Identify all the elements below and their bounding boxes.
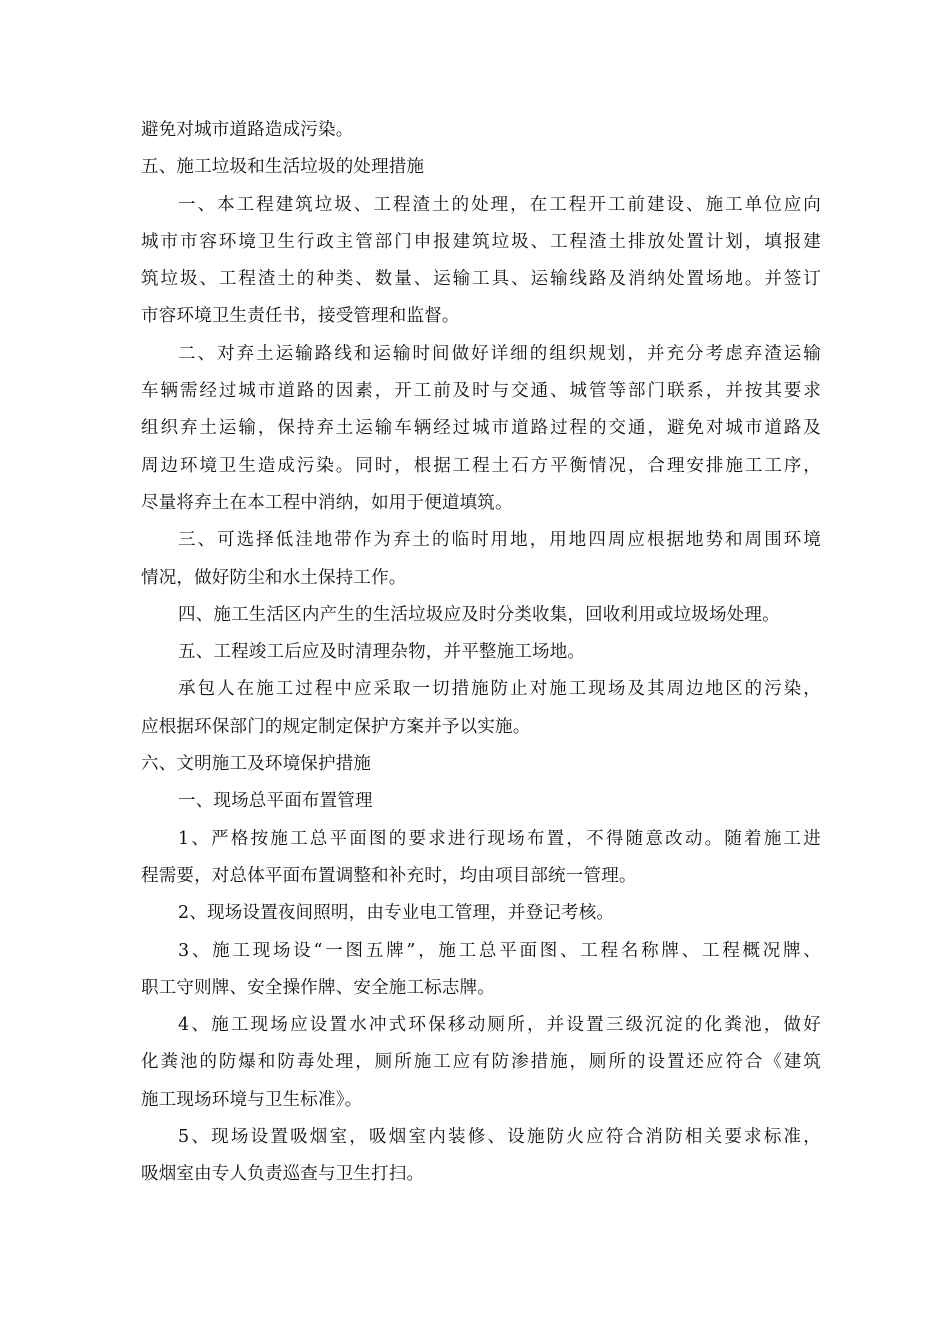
text-line-27: 施工现场环境与卫生标准》。: [141, 1089, 363, 1110]
subsection-heading-1: 一、现场总平面布置管理: [178, 791, 373, 812]
text-line-12: 三、可选择低洼地带作为弃土的临时用地，用地四周应根据地势和周围环境: [178, 530, 821, 551]
text-line-14: 四、施工生活区内产生的生活垃圾应及时分类收集，回收利用或垃圾场处理。: [178, 604, 780, 625]
section-heading-5: 五、施工垃圾和生活垃圾的处理措施: [141, 157, 425, 178]
text-line-11: 尽量将弃土在本工程中消纳，如用于便道填筑。: [141, 492, 513, 513]
text-line-15: 五、工程竣工后应及时清理杂物，并平整施工场地。: [178, 642, 586, 663]
text-line-17: 应根据环保部门的规定制定保护方案并予以实施。: [141, 716, 531, 737]
text-line-20: 1、严格按施工总平面图的要求进行现场布置，不得随意改动。随着施工进: [178, 828, 821, 849]
text-line-8: 车辆需经过城市道路的因素，开工前及时与交通、城管等部门联系，并按其要求: [141, 381, 821, 402]
section-heading-6: 六、文明施工及环境保护措施: [141, 754, 372, 775]
text-line-5: 筑垃圾、工程渣土的种类、数量、运输工具、运输线路及消纳处置场地。并签订: [141, 269, 821, 290]
text-line-9: 组织弃土运输，保持弃土运输车辆经过城市道路过程的交通，避免对城市道路及: [141, 418, 821, 439]
text-line-23: 3、施工现场设“一图五牌”，施工总平面图、工程名称牌、工程概况牌、: [178, 940, 821, 961]
text-line-7: 二、对弃土运输路线和运输时间做好详细的组织规划，并充分考虑弃渣运输: [178, 343, 821, 364]
text-line-3: 一、本工程建筑垃圾、工程渣土的处理，在工程开工前建设、施工单位应向: [178, 194, 821, 215]
text-line-29: 吸烟室由专人负责巡查与卫生打扫。: [141, 1164, 425, 1185]
text-line-24: 职工守则牌、安全操作牌、安全施工标志牌。: [141, 977, 495, 998]
text-line-25: 4、施工现场应设置水冲式环保移动厕所，并设置三级沉淀的化粪池，做好: [178, 1015, 821, 1036]
text-line-4: 城市市容环境卫生行政主管部门申报建筑垃圾、工程渣土排放处置计划，填报建: [141, 231, 821, 252]
text-line-28: 5、现场设置吸烟室，吸烟室内装修、设施防火应符合消防相关要求标准，: [178, 1127, 821, 1148]
text-line-10: 周边环境卫生造成污染。同时，根据工程土石方平衡情况，合理安排施工工序，: [141, 455, 821, 476]
text-line-13: 情况，做好防尘和水土保持工作。: [141, 567, 407, 588]
text-line-21: 程需要，对总体平面布置调整和补充时，均由项目部统一管理。: [141, 865, 637, 886]
document-body: [141, 112, 821, 1194]
text-line-26: 化粪池的防爆和防毒处理，厕所施工应有防渗措施，厕所的设置还应符合《建筑: [141, 1052, 821, 1073]
text-line-22: 2、现场设置夜间照明，由专业电工管理，并登记考核。: [178, 903, 615, 924]
text-line-1: 避免对城市道路造成污染。: [141, 120, 354, 140]
text-line-16: 承包人在施工过程中应采取一切措施防止对施工现场及其周边地区的污染，: [178, 679, 821, 700]
text-line-6: 市容环境卫生责任书，接受管理和监督。: [141, 306, 460, 327]
